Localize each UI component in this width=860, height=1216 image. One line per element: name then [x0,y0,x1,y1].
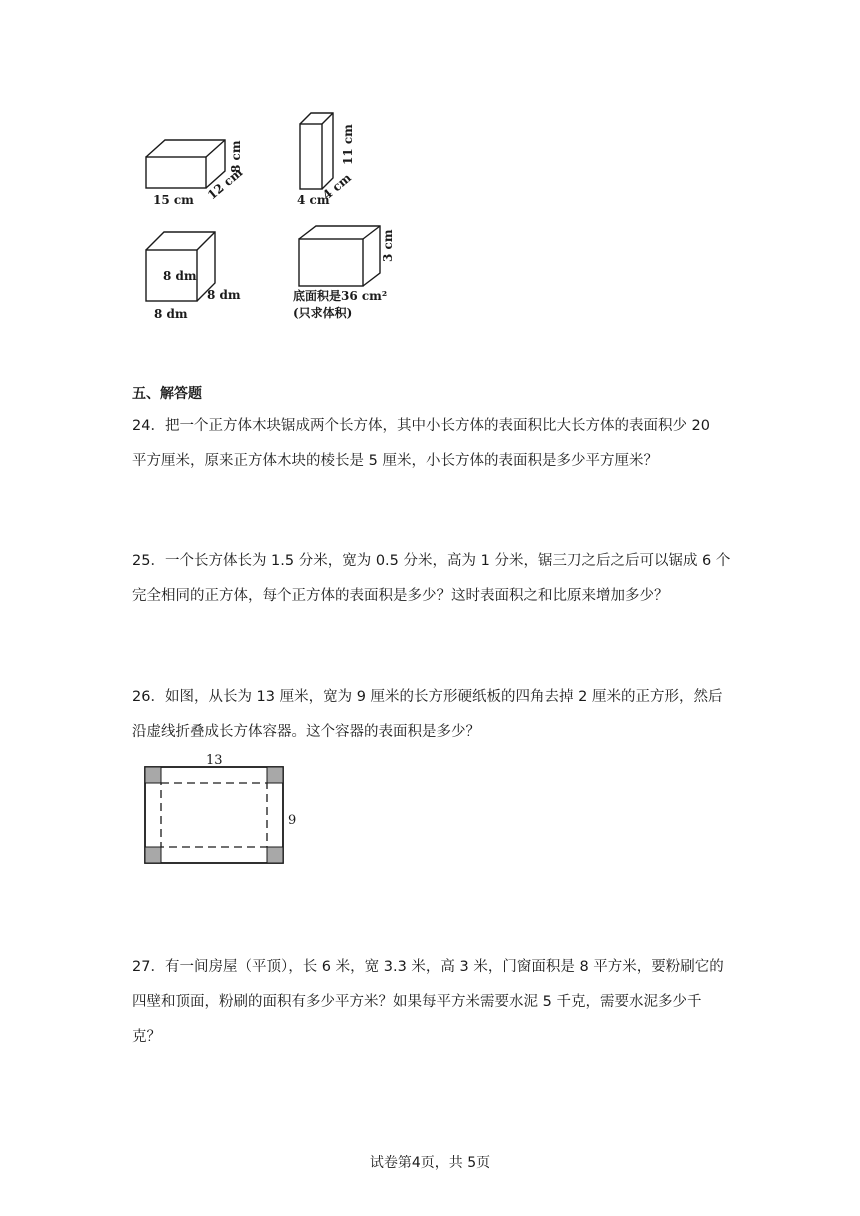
page-footer: 试卷第4页，共 5页 [369,1155,491,1171]
cardboard-outline [145,767,283,863]
corner-square [267,847,283,863]
box1-front [146,157,206,188]
box1-width-label: 12 cm [204,165,246,203]
box2-length-label: 4 cm [297,193,330,207]
box1-back [146,140,225,188]
question-line: 25．一个长方体长为 1.5 分米，宽为 0.5 分米，高为 1 分米，锯三刀之后之后可以锯成 6 个 [132,553,731,569]
question-27 [132,950,732,1055]
corner-square [145,767,161,783]
corner-square [145,847,161,863]
question-line: 克？ [132,1029,161,1045]
corner-square [267,767,283,783]
fold-lines [161,783,267,847]
cardboard-length-label: 13 [206,753,223,768]
box4-base-area: 底面积是36 cm² [293,289,388,303]
question-line: 完全相同的正方体，每个正方体的表面积是多少？这时表面积之和比原来增加多少？ [132,588,669,604]
box4-note: (只求体积) [293,306,353,320]
solids-figures [0,0,860,340]
cardboard-diagram [0,740,860,880]
question-line: 26．如图，从长为 13 厘米，宽为 9 厘米的长方形硬纸板的四角去掉 2 厘米的正方形，然后 [132,689,723,705]
box1-height-label: 8 cm [229,140,243,173]
question-line: 四壁和顶面，粉刷的面积有多少平方米？如果每平方米需要水泥 5 千克，需要水泥多少千 [132,994,702,1010]
box4-height-label: 3 cm [381,229,395,262]
box2-front [300,124,322,189]
box2-width-label: 4 cm [319,170,354,203]
cardboard-width-label: 9 [288,813,297,828]
cube-depth-label: 8 dm [207,288,241,302]
question-line: 沿虚线折叠成长方体容器。这个容器的表面积是多少？ [132,724,480,740]
box1-length-label: 15 cm [153,193,194,207]
question-line: 24．把一个正方体木块锯成两个长方体，其中小长方体的表面积比大长方体的表面积少 20 [132,418,711,434]
question-24 [132,409,732,479]
box2-height-label: 11 cm [341,124,355,165]
question-line: 27．有一间房屋（平顶），长 6 米，宽 3.3 米，高 3 米，门窗面积是 8 平方米，要粉刷它的 [132,959,724,975]
box4-front [299,239,363,286]
question-25 [132,544,732,614]
cube-base-label: 8 dm [154,307,188,321]
section-title: 五、解答题 [132,386,202,402]
question-line: 平方厘米，原来正方体木块的棱长是 5 厘米，小长方体的表面积是多少平方厘米？ [132,453,658,469]
cube-face-label: 8 dm [163,269,197,283]
